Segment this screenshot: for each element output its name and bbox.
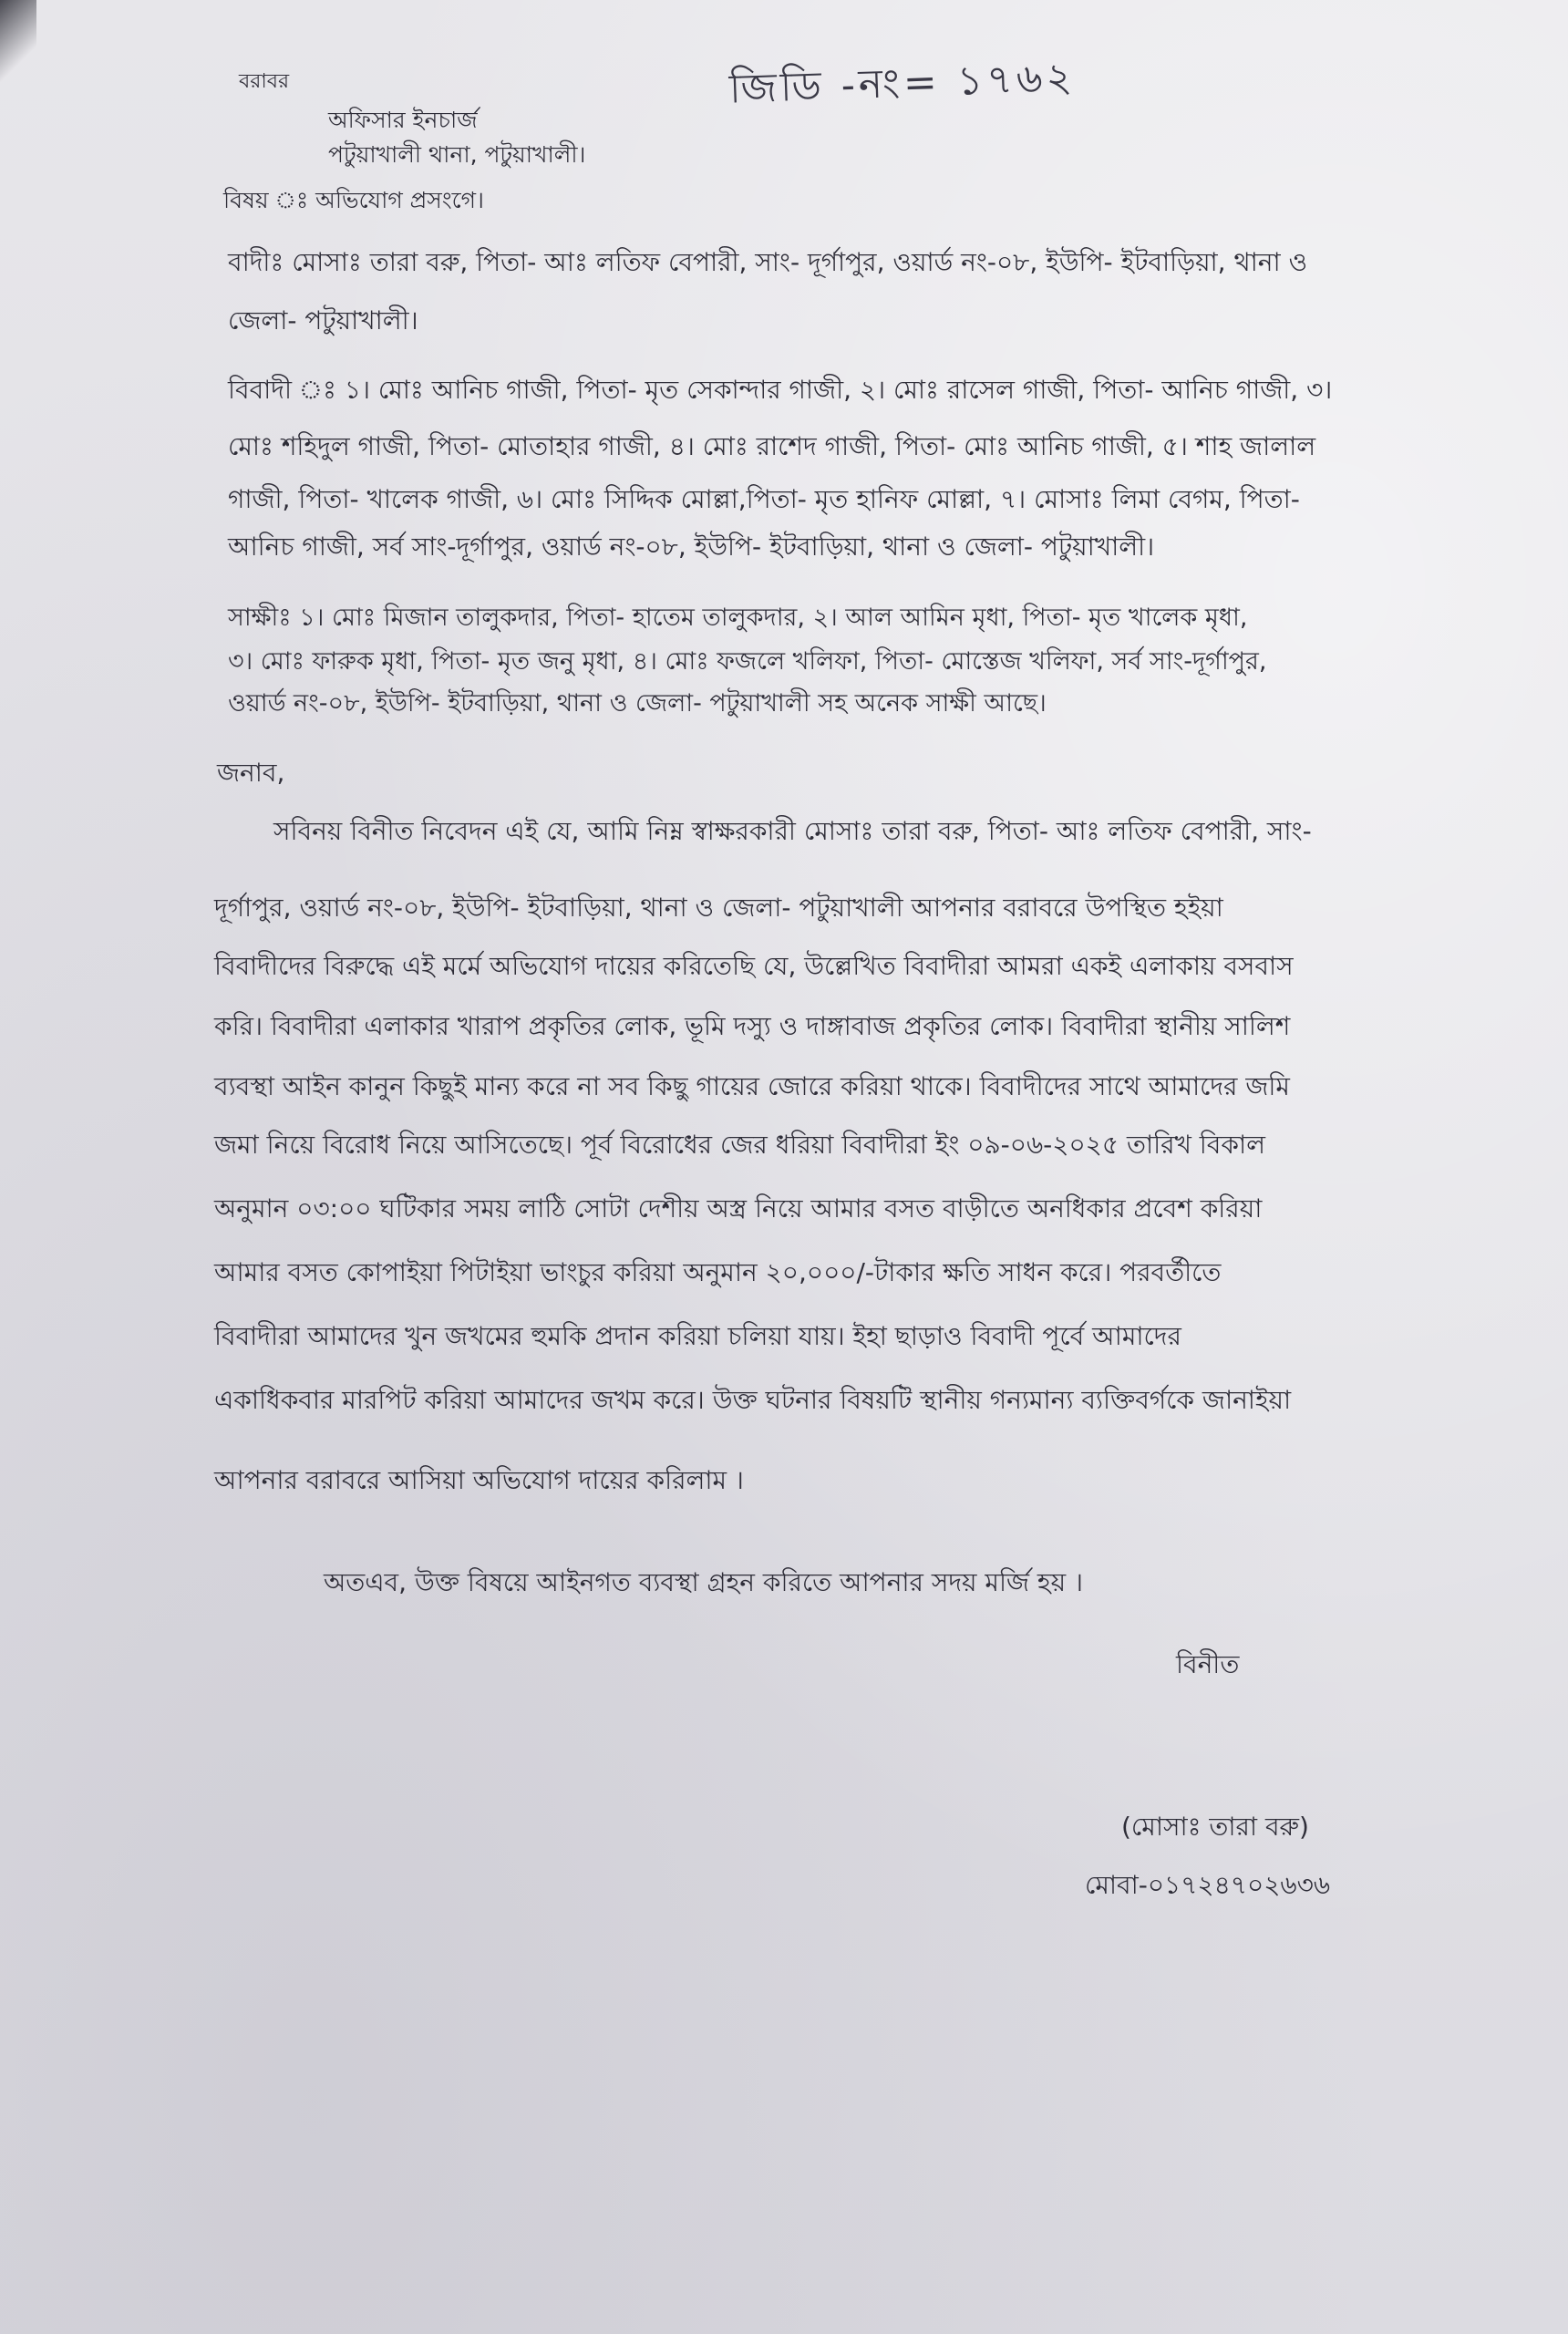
body-line-4: করি। বিবাদীরা এলাকার খারাপ প্রকৃতির লোক, ভূমি দস্যু ও দাঙ্গাবাজ প্রকৃতির লোক। বিবাদীরা স্থানীয় সালিশ [214,1011,1291,1041]
salutation-to: বরাবর [239,70,290,93]
body-line-11: আপনার বরাবরে আসিয়া অভিযোগ দায়ের করিলাম । [214,1465,744,1495]
signatory-name: (মোসাঃ তারা বরু) [1121,1812,1309,1842]
body-line-9: বিবাদীরা আমাদের খুন জখমের হুমকি প্রদান করিয়া চলিয়া যায়। ইহা ছাড়াও বিবাদী পূর্বে আমাদের [214,1321,1181,1351]
witnesses-line-3: ওয়ার্ড নং-০৮, ইউপি- ইটবাড়িয়া, থানা ও জেলা- পটুয়াখালী সহ অনেক সাক্ষী আছে। [228,689,1047,718]
body-line-7: অনুমান ০৩:০০ ঘটিকার সময় লাঠি সোটা দেশীয় অস্ত্র নিয়ে আমার বসত বাড়ীতে অনধিকার প্রবেশ করিয়া [214,1193,1263,1224]
witnesses-line-2: ৩। মোঃ ফারুক মৃধা, পিতা- মৃত জনু মৃধা, ৪। মোঃ ফজলে খলিফা, পিতা- মোস্তেজ খলিফা, সর্ব সাং-দূর্গাপুর, [228,647,1267,676]
witnesses-line-1: সাক্ষীঃ ১। মোঃ মিজান তালুকদার, পিতা- হাতেম তালুকদার, ২। আল আমিন মৃধা, পিতা- মৃত খালেক মৃধা, [228,604,1248,632]
body-line-8: আমার বসত কোপাইয়া পিটাইয়া ভাংচুর করিয়া অনুমান ২০,০০০/-টাকার ক্ষতি সাধন করে। পরবর্তীতে [214,1257,1222,1287]
body-line-1: সবিনয় বিনীত নিবেদন এই যে, আমি নিম্ন স্বাক্ষরকারী মোসাঃ তারা বরু, পিতা- আঃ লতিফ বেপারী, সাং- [273,816,1312,846]
body-line-10: একাধিকবার মারপিট করিয়া আমাদের জখম করে। উক্ত ঘটনার বিষয়টি স্থানীয় গন্যমান্য ব্যক্তিবর্গকে জানাইয়া [214,1385,1292,1415]
mobile-number: মোবা-০১৭২৪৭০২৬৩৬ [1085,1870,1331,1900]
defendants-line-1: বিবাদী ঃ ১। মোঃ আনিচ গাজী, পিতা- মৃত সেকান্দার গাজী, ২। মোঃ রাসেল গাজী, পিতা- আনিচ গাজী, ৩। [228,375,1333,405]
defendants-line-2: মোঃ শহিদুল গাজী, পিতা- মোতাহার গাজী, ৪। মোঃ রাশেদ গাজী, পিতা- মোঃ আনিচ গাজী, ৫। শাহ জালাল [228,431,1316,461]
sign-off: বিনীত [1176,1649,1240,1679]
defendants-line-3: গাজী, পিতা- খালেক গাজী, ৬। মোঃ সিদ্দিক মোল্লা,পিতা- মৃত হানিফ মোল্লা, ৭। মোসাঃ লিমা বেগম, পিতা- [228,484,1300,514]
body-line-5: ব্যবস্থা আইন কানুন কিছুই মান্য করে না সব কিছু গায়ের জোরে করিয়া থাকে। বিবাদীদের সাথে আমাদের জমি [214,1071,1290,1101]
body-line-6: জমা নিয়ে বিরোধ নিয়ে আসিতেছে। পূর্ব বিরোধের জের ধরিয়া বিবাদীরা ইং ০৯-০৬-২০২৫ তারিখ বিকাল [214,1130,1265,1160]
paper-corner-shadow [0,0,36,82]
subject-line: বিষয় ঃ অভিযোগ প্রসংগে। [223,187,484,213]
greeting: জনাব, [217,758,285,788]
handwritten-gd-number: জিডি -নং= ১৭৬২ [728,54,1077,113]
recipient-title: অফিসার ইনচার্জ [328,107,478,133]
closing-request: অতএব, উক্ত বিষয়ে আইনগত ব্যবস্থা গ্রহন করিতে আপনার সদয় মর্জি হয় । [324,1567,1084,1597]
body-line-2: দূর্গাপুর, ওয়ার্ড নং-০৮, ইউপি- ইটবাড়িয়া, থানা ও জেলা- পটুয়াখালী আপনার বরাবরে উপস্থিত হইয়া [214,893,1223,923]
defendants-line-4: আনিচ গাজী, সর্ব সাং-দূর্গাপুর, ওয়ার্ড নং-০৮, ইউপি- ইটবাড়িয়া, থানা ও জেলা- পটুয়াখালী। [228,532,1155,562]
body-line-3: বিবাদীদের বিরুদ্ধে এই মর্মে অভিযোগ দায়ের করিতেছি যে, উল্লেখিত বিবাদীরা আমরা একই এলাকায় বসবাস [214,951,1294,981]
recipient-address: পটুয়াখালী থানা, পটুয়াখালী। [328,141,586,168]
plaintiff-line-1: বাদীঃ মোসাঃ তারা বরু, পিতা- আঃ লতিফ বেপারী, সাং- দূর্গাপুর, ওয়ার্ড নং-০৮, ইউপি- ইটবাড়িয়া, থানা ও [228,247,1308,277]
plaintiff-line-2: জেলা- পটুয়াখালী। [228,305,418,336]
